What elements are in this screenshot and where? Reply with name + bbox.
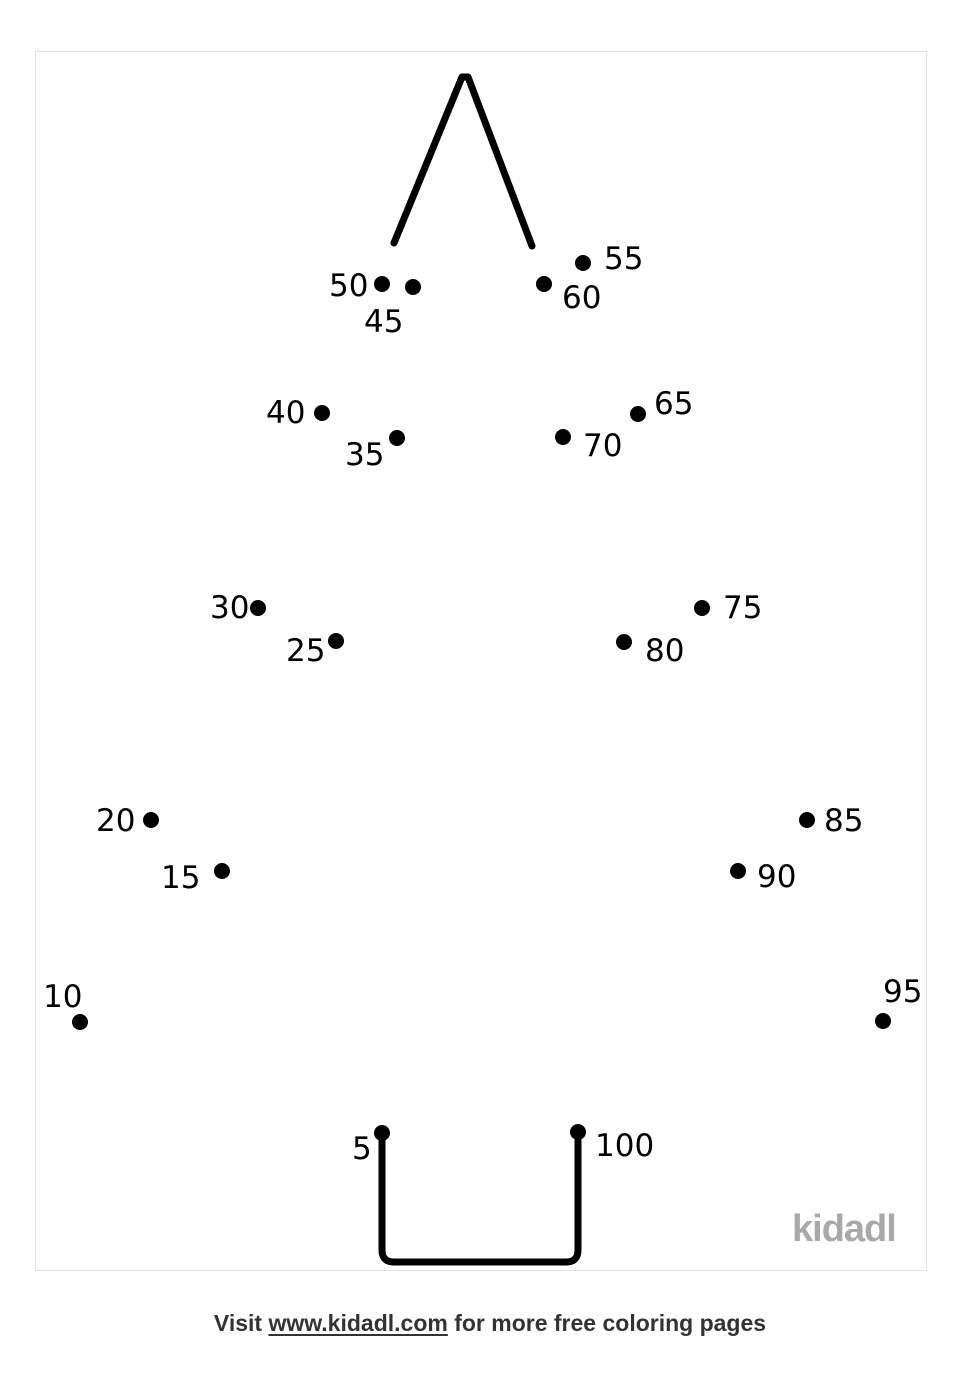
- dot-label-50: 50: [329, 268, 369, 304]
- dot-label-10: 10: [43, 979, 83, 1015]
- dot-50: [374, 276, 390, 292]
- tree-top-line: [394, 77, 532, 246]
- dot-20: [143, 812, 159, 828]
- dot-label-55: 55: [604, 241, 644, 277]
- dot-label-60: 60: [562, 280, 602, 316]
- dot-label-70: 70: [583, 428, 623, 464]
- dot-label-80: 80: [645, 633, 685, 669]
- dot-5: [374, 1125, 390, 1141]
- dot-label-15: 15: [161, 860, 201, 896]
- dot-label-45: 45: [364, 304, 404, 340]
- dot-55: [575, 255, 591, 271]
- dot-label-40: 40: [266, 395, 306, 431]
- footer-link[interactable]: www.kidadl.com: [268, 1310, 448, 1336]
- dot-label-35: 35: [345, 437, 385, 473]
- kidadl-logo: kidadl: [792, 1208, 896, 1250]
- dot-40: [314, 405, 330, 421]
- dot-label-25: 25: [286, 633, 326, 669]
- dot-35: [389, 430, 405, 446]
- dots-layer: [43, 241, 922, 1167]
- dot-label-20: 20: [96, 803, 136, 839]
- dot-45: [405, 279, 421, 295]
- dot-95: [875, 1013, 891, 1029]
- dot-label-75: 75: [723, 590, 763, 626]
- dot-10: [72, 1014, 88, 1030]
- dot-60: [536, 276, 552, 292]
- dot-label-85: 85: [824, 803, 864, 839]
- dot-label-90: 90: [757, 859, 797, 895]
- dot-65: [630, 406, 646, 422]
- dot-70: [555, 429, 571, 445]
- footer-suffix: for more free coloring pages: [454, 1310, 767, 1336]
- dot-75: [694, 600, 710, 616]
- footer-text: [0, 1310, 980, 1337]
- dot-85: [799, 812, 815, 828]
- dot-label-100: 100: [595, 1128, 655, 1164]
- dot-25: [328, 633, 344, 649]
- dot-15: [214, 863, 230, 879]
- dot-label-95: 95: [883, 974, 923, 1010]
- dot-90: [730, 863, 746, 879]
- dot-label-65: 65: [654, 386, 694, 422]
- dot-30: [250, 600, 266, 616]
- dot-label-30: 30: [210, 590, 250, 626]
- dot-80: [616, 634, 632, 650]
- tree-trunk-line: [382, 1133, 578, 1262]
- footer-prefix: Visit: [213, 1310, 263, 1336]
- dot-100: [570, 1124, 586, 1140]
- dot-label-5: 5: [352, 1131, 372, 1167]
